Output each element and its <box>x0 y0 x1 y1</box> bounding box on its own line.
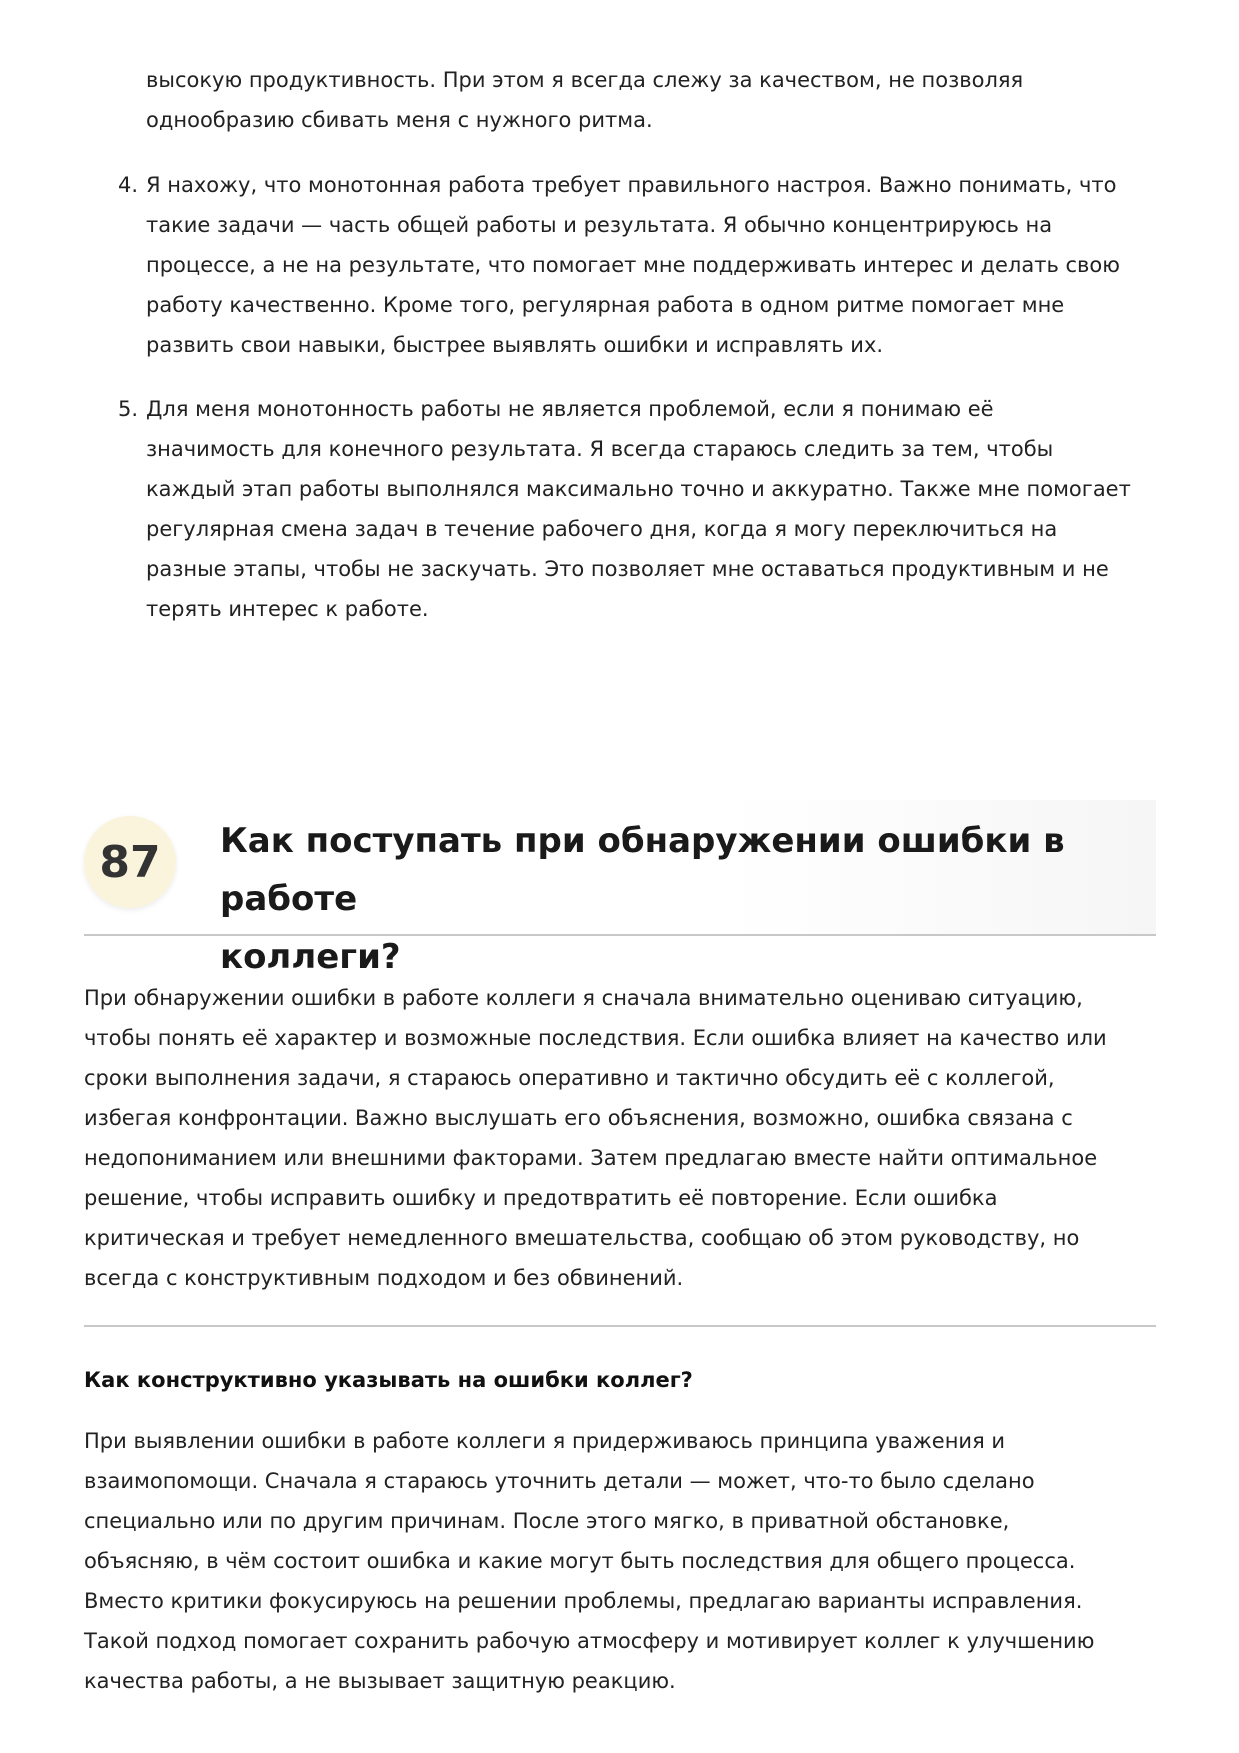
text-line: разные этапы, чтобы не заскучать. Это позволяет мне оставаться продуктивным и не <box>146 557 1109 581</box>
text-line: всегда с конструктивным подходом и без обвинений. <box>84 1266 684 1290</box>
text-line: однообразию сбивать меня с нужного ритма. <box>146 108 653 132</box>
previous-answer-continuation <box>146 60 1156 140</box>
text-line: При выявлении ошибки в работе коллеги я придерживаюсь принципа уважения и <box>84 1429 1006 1453</box>
followup-answer <box>84 1421 1156 1701</box>
text-line: решение, чтобы исправить ошибку и предотвратить её повторение. Если ошибка <box>84 1186 998 1210</box>
list-number: 5. <box>118 397 139 421</box>
question-title <box>220 812 1160 986</box>
text-line: значимость для конечного результата. Я всегда стараюсь следить за тем, чтобы <box>146 437 1054 461</box>
text-line: При обнаружении ошибки в работе коллеги я сначала внимательно оцениваю ситуацию, <box>84 986 1083 1010</box>
text-line: Такой подход помогает сохранить рабочую атмосферу и мотивирует коллег к улучшению <box>84 1629 1095 1653</box>
text-line: сроки выполнения задачи, я стараюсь оперативно и тактично обсудить её с коллегой, <box>84 1066 1055 1090</box>
question-answer <box>84 978 1156 1298</box>
text-line: чтобы понять её характер и возможные последствия. Если ошибка влияет на качество или <box>84 1026 1107 1050</box>
text-line: качества работы, а не вызывает защитную реакцию. <box>84 1669 676 1693</box>
text-line: Для меня монотонность работы не является проблемой, если я понимаю её <box>146 397 994 421</box>
text-line: терять интерес к работе. <box>146 597 429 621</box>
text-line: такие задачи — часть общей работы и результата. Я обычно концентрируюсь на <box>146 213 1053 237</box>
section-divider <box>84 1325 1156 1327</box>
text-line: избегая конфронтации. Важно выслушать его объяснения, возможно, ошибка связана с <box>84 1106 1073 1130</box>
followup-question-heading: Как конструктивно указывать на ошибки коллег? <box>84 1368 693 1392</box>
text-line: Вместо критики фокусируюсь на решении проблемы, предлагаю варианты исправления. <box>84 1589 1083 1613</box>
text-line: объясняю, в чём состоит ошибка и какие могут быть последствия для общего процесса. <box>84 1549 1076 1573</box>
answer-options-list <box>118 165 1156 653</box>
text-line: работу качественно. Кроме того, регулярная работа в одном ритме помогает мне <box>146 293 1065 317</box>
title-line: Как поступать при обнаружении ошибки в работе <box>220 821 1065 919</box>
text-line: Я нахожу, что монотонная работа требует правильного настроя. Важно понимать, что <box>146 173 1117 197</box>
text-line: взаимопомощи. Сначала я стараюсь уточнить детали — может, что-то было сделано <box>84 1469 1035 1493</box>
text-line: процессе, а не на результате, что помогает мне поддерживать интерес и делать свою <box>146 253 1120 277</box>
text-line: недопониманием или внешними факторами. Затем предлагаю вместе найти оптимальное <box>84 1146 1098 1170</box>
text-line: критическая и требует немедленного вмешательства, сообщаю об этом руководству, но <box>84 1226 1080 1250</box>
text-line: развить свои навыки, быстрее выявлять ошибки и исправлять их. <box>146 333 884 357</box>
list-number: 4. <box>118 173 139 197</box>
question-header <box>84 800 1156 977</box>
text-line: высокую продуктивность. При этом я всегда слежу за качеством, не позволяя <box>146 68 1024 92</box>
text-line: регулярная смена задач в течение рабочего дня, когда я могу переключиться на <box>146 517 1058 541</box>
title-line: коллеги? <box>220 937 401 977</box>
text-line: каждый этап работы выполнялся максимально точно и аккуратно. Также мне помогает <box>146 477 1131 501</box>
text-line: специально или по другим причинам. После этого мягко, в приватной обстановке, <box>84 1509 1010 1533</box>
question-number-badge: 87 <box>84 816 176 908</box>
answer-option-5 <box>118 389 1156 629</box>
answer-option-4 <box>118 165 1156 365</box>
